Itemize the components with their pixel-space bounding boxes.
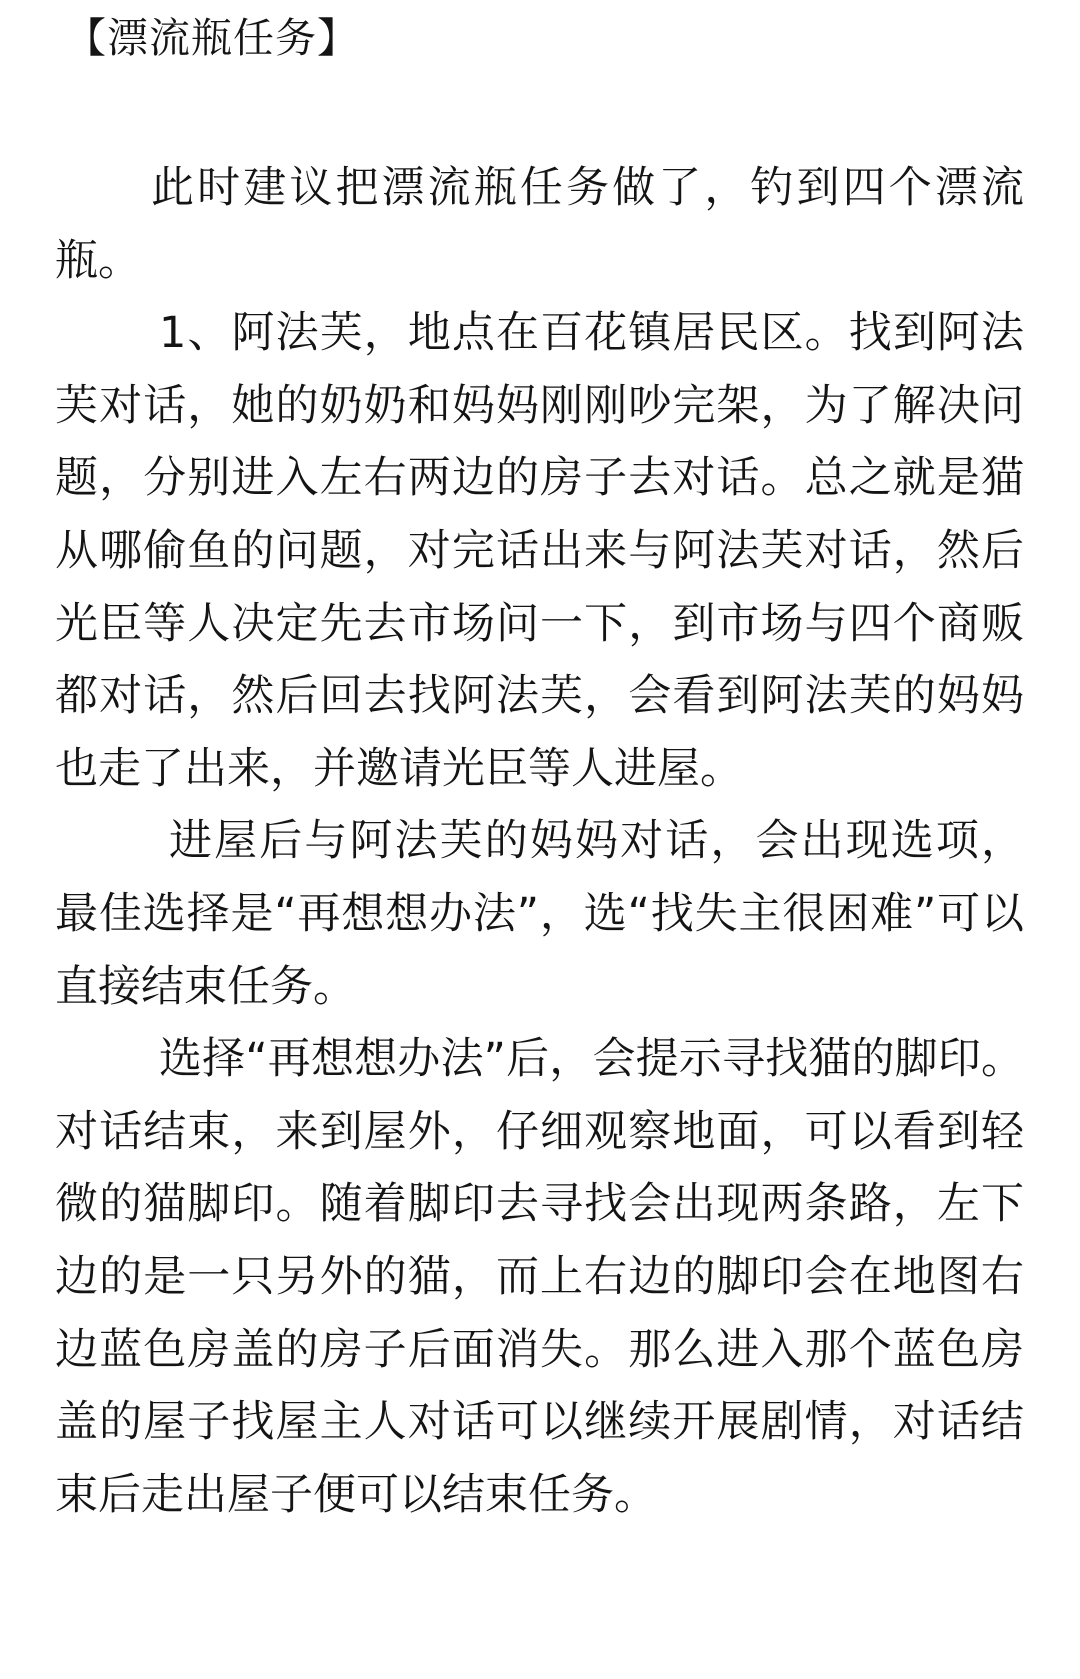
paragraph-intro: 此时建议把漂流瓶任务做了，钓到四个漂流瓶。 (55, 163, 1024, 286)
article-body (55, 152, 1024, 1531)
paragraph-choice: 进屋后与阿法芙的妈妈对话，会出现选项，最佳选择是“再想想办法”，选“找失主很困难”可以直接结束任务。 (55, 816, 1024, 1012)
paragraph-step-1: 1、阿法芙，地点在百花镇居民区。找到阿法芙对话，她的奶奶和妈妈刚刚吵完架，为了解决问题，分别进入左右两边的房子去对话。总之就是猫从哪偷鱼的问题，对完话出来与阿法芙对话，然后光臣等人决定先去市场问一下，到市场与四个商贩都对话，然后回去找阿法芙，会看到阿法芙的妈妈也走了出来，并邀请光臣等人进屋。 (55, 308, 1024, 794)
article-title: 【漂流瓶任务】 (65, 14, 359, 62)
paragraph-footprints: 选择“再想想办法”后，会提示寻找猫的脚印。对话结束，来到屋外，仔细观察地面，可以看到轻微的猫脚印。随着脚印去寻找会出现两条路，左下边的是一只另外的猫，而上右边的脚印会在地图右边蓝色房盖的房子后面消失。那么进入那个蓝色房盖的屋子找屋主人对话可以继续开展剧情，对话结束后走出屋子便可以结束任务。 (55, 1034, 1024, 1520)
